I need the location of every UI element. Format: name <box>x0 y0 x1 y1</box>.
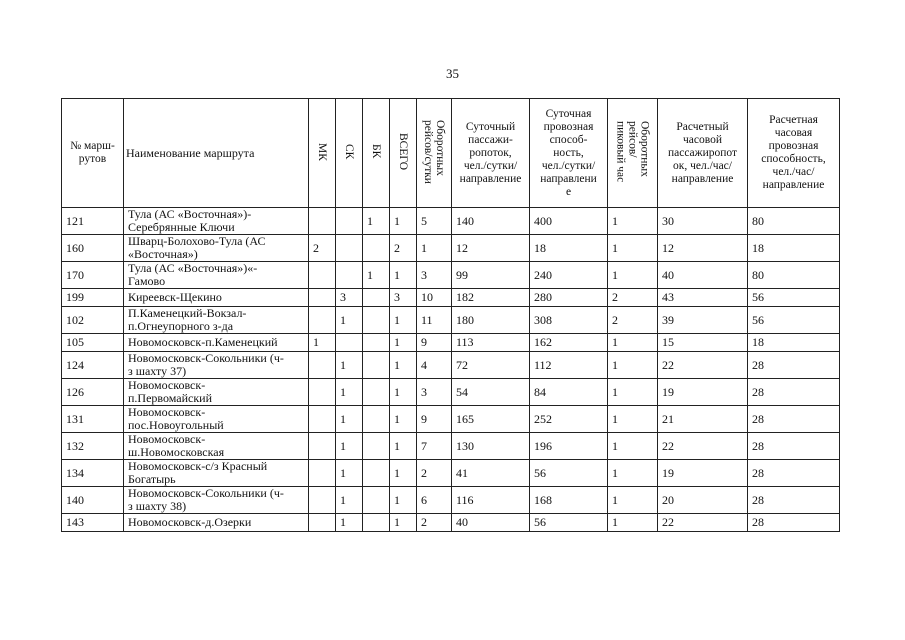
capacity-hour-cell: 28 <box>748 352 840 379</box>
flow-hour-cell: 39 <box>658 307 748 334</box>
mk-cell <box>309 352 336 379</box>
trips-day-cell: 2 <box>417 460 452 487</box>
sk-cell <box>336 235 363 262</box>
trips-peak-cell: 1 <box>608 379 658 406</box>
route-no-cell: 132 <box>62 433 124 460</box>
total-cell: 1 <box>390 262 417 289</box>
bk-cell <box>363 235 390 262</box>
flow-day-cell: 72 <box>452 352 530 379</box>
flow-day-cell: 165 <box>452 406 530 433</box>
table-row <box>62 487 840 514</box>
bk-cell <box>363 289 390 307</box>
header-sk-label: СК <box>343 143 355 160</box>
sk-cell <box>336 208 363 235</box>
bk-cell <box>363 352 390 379</box>
trips-peak-cell: 1 <box>608 433 658 460</box>
header-route-no: № марш- рутов <box>62 99 124 208</box>
route-name-cell: Новомосковск- п.Первомайский <box>124 379 309 406</box>
trips-day-cell: 2 <box>417 514 452 532</box>
capacity-day-cell: 162 <box>530 334 608 352</box>
bk-cell <box>363 460 390 487</box>
capacity-hour-cell: 28 <box>748 379 840 406</box>
bk-cell <box>363 379 390 406</box>
mk-cell <box>309 289 336 307</box>
table-row <box>62 352 840 379</box>
capacity-day-cell: 18 <box>530 235 608 262</box>
total-cell: 1 <box>390 334 417 352</box>
sk-cell: 1 <box>336 433 363 460</box>
header-bk-label: БК <box>370 144 382 159</box>
trips-day-cell: 5 <box>417 208 452 235</box>
table-row <box>62 406 840 433</box>
trips-day-cell: 11 <box>417 307 452 334</box>
capacity-day-cell: 56 <box>530 514 608 532</box>
route-no-cell: 121 <box>62 208 124 235</box>
capacity-hour-cell: 28 <box>748 487 840 514</box>
capacity-day-cell: 84 <box>530 379 608 406</box>
bk-cell <box>363 487 390 514</box>
flow-day-cell: 113 <box>452 334 530 352</box>
table-row <box>62 334 840 352</box>
route-no-cell: 131 <box>62 406 124 433</box>
route-no-cell: 124 <box>62 352 124 379</box>
mk-cell <box>309 208 336 235</box>
table-header-row <box>62 99 840 208</box>
trips-peak-cell: 1 <box>608 487 658 514</box>
trips-peak-cell: 1 <box>608 514 658 532</box>
trips-peak-cell: 2 <box>608 289 658 307</box>
trips-day-cell: 4 <box>417 352 452 379</box>
mk-cell <box>309 262 336 289</box>
flow-day-cell: 40 <box>452 514 530 532</box>
mk-cell <box>309 514 336 532</box>
header-trips-day-label: Оборотных рейсов/сутки <box>422 119 446 184</box>
sk-cell <box>336 262 363 289</box>
routes-table <box>61 98 840 532</box>
flow-hour-cell: 19 <box>658 379 748 406</box>
table-row <box>62 514 840 532</box>
capacity-hour-cell: 56 <box>748 307 840 334</box>
flow-hour-cell: 22 <box>658 514 748 532</box>
route-no-cell: 170 <box>62 262 124 289</box>
flow-day-cell: 54 <box>452 379 530 406</box>
trips-peak-cell: 1 <box>608 208 658 235</box>
capacity-day-cell: 280 <box>530 289 608 307</box>
flow-day-cell: 41 <box>452 460 530 487</box>
trips-peak-cell: 1 <box>608 460 658 487</box>
header-mk <box>309 99 336 208</box>
flow-day-cell: 12 <box>452 235 530 262</box>
page-number: 35 <box>446 66 459 81</box>
table-row <box>62 433 840 460</box>
flow-day-cell: 99 <box>452 262 530 289</box>
mk-cell <box>309 460 336 487</box>
flow-hour-cell: 12 <box>658 235 748 262</box>
table-row <box>62 460 840 487</box>
route-no-cell: 134 <box>62 460 124 487</box>
capacity-day-cell: 112 <box>530 352 608 379</box>
route-no-cell: 126 <box>62 379 124 406</box>
capacity-day-cell: 308 <box>530 307 608 334</box>
route-name-cell: Новомосковск-Сокольники (ч- з шахту 38) <box>124 487 309 514</box>
total-cell: 1 <box>390 433 417 460</box>
capacity-hour-cell: 28 <box>748 406 840 433</box>
trips-peak-cell: 1 <box>608 262 658 289</box>
trips-peak-cell: 1 <box>608 235 658 262</box>
header-total-label: ВСЕГО <box>397 132 409 171</box>
mk-cell <box>309 307 336 334</box>
sk-cell: 1 <box>336 406 363 433</box>
capacity-hour-cell: 56 <box>748 289 840 307</box>
sk-cell: 1 <box>336 352 363 379</box>
capacity-hour-cell: 28 <box>748 460 840 487</box>
table-body <box>62 208 840 532</box>
bk-cell <box>363 307 390 334</box>
flow-hour-cell: 15 <box>658 334 748 352</box>
mk-cell <box>309 487 336 514</box>
trips-peak-cell: 1 <box>608 334 658 352</box>
table-row <box>62 289 840 307</box>
total-cell: 1 <box>390 352 417 379</box>
capacity-hour-cell: 80 <box>748 208 840 235</box>
route-name-cell: Киреевск-Щекино <box>124 289 309 307</box>
trips-day-cell: 7 <box>417 433 452 460</box>
header-trips-day <box>417 99 452 208</box>
route-no-cell: 199 <box>62 289 124 307</box>
capacity-hour-cell: 28 <box>748 514 840 532</box>
sk-cell: 1 <box>336 514 363 532</box>
route-name-cell: Новомосковск-п.Каменецкий <box>124 334 309 352</box>
total-cell: 2 <box>390 235 417 262</box>
route-no-cell: 105 <box>62 334 124 352</box>
bk-cell <box>363 514 390 532</box>
flow-day-cell: 140 <box>452 208 530 235</box>
sk-cell: 1 <box>336 487 363 514</box>
header-route-name: Наименование маршрута <box>124 99 309 208</box>
total-cell: 1 <box>390 460 417 487</box>
trips-day-cell: 9 <box>417 334 452 352</box>
capacity-hour-cell: 18 <box>748 235 840 262</box>
header-bk <box>363 99 390 208</box>
capacity-hour-cell: 80 <box>748 262 840 289</box>
mk-cell <box>309 433 336 460</box>
sk-cell: 1 <box>336 379 363 406</box>
trips-peak-cell: 1 <box>608 352 658 379</box>
flow-hour-cell: 22 <box>658 352 748 379</box>
mk-cell: 1 <box>309 334 336 352</box>
flow-day-cell: 116 <box>452 487 530 514</box>
capacity-day-cell: 252 <box>530 406 608 433</box>
header-capacity-day: Суточная провозная способ- ность, чел./сутки/ направлени е <box>530 99 608 208</box>
trips-day-cell: 3 <box>417 379 452 406</box>
capacity-day-cell: 168 <box>530 487 608 514</box>
route-no-cell: 143 <box>62 514 124 532</box>
table-row <box>62 208 840 235</box>
flow-day-cell: 182 <box>452 289 530 307</box>
bk-cell <box>363 433 390 460</box>
total-cell: 3 <box>390 289 417 307</box>
table-row <box>62 307 840 334</box>
route-name-cell: Новомосковск-д.Озерки <box>124 514 309 532</box>
total-cell: 1 <box>390 487 417 514</box>
flow-hour-cell: 20 <box>658 487 748 514</box>
flow-hour-cell: 19 <box>658 460 748 487</box>
route-name-cell: Новомосковск- пос.Новоугольный <box>124 406 309 433</box>
header-capacity-hour: Расчетная часовая провозная способность, чел./час/ направление <box>748 99 840 208</box>
header-trips-peak <box>608 99 658 208</box>
bk-cell: 1 <box>363 262 390 289</box>
mk-cell <box>309 406 336 433</box>
capacity-day-cell: 240 <box>530 262 608 289</box>
trips-day-cell: 6 <box>417 487 452 514</box>
capacity-day-cell: 400 <box>530 208 608 235</box>
sk-cell: 1 <box>336 460 363 487</box>
route-no-cell: 160 <box>62 235 124 262</box>
route-no-cell: 140 <box>62 487 124 514</box>
sk-cell: 3 <box>336 289 363 307</box>
total-cell: 1 <box>390 379 417 406</box>
capacity-day-cell: 196 <box>530 433 608 460</box>
total-cell: 1 <box>390 307 417 334</box>
flow-hour-cell: 22 <box>658 433 748 460</box>
total-cell: 1 <box>390 514 417 532</box>
flow-hour-cell: 40 <box>658 262 748 289</box>
header-total <box>390 99 417 208</box>
trips-day-cell: 10 <box>417 289 452 307</box>
trips-day-cell: 3 <box>417 262 452 289</box>
route-name-cell: Новомосковск-Сокольники (ч- з шахту 37) <box>124 352 309 379</box>
route-name-cell: П.Каменецкий-Вокзал- п.Огнеупорного з-да <box>124 307 309 334</box>
flow-hour-cell: 30 <box>658 208 748 235</box>
bk-cell: 1 <box>363 208 390 235</box>
flow-hour-cell: 43 <box>658 289 748 307</box>
trips-day-cell: 9 <box>417 406 452 433</box>
bk-cell <box>363 406 390 433</box>
capacity-hour-cell: 18 <box>748 334 840 352</box>
header-flow-hour: Расчетный часовой пассажиропот ок, чел./час/ направление <box>658 99 748 208</box>
route-name-cell: Тула (АС «Восточная»)«- Гамово <box>124 262 309 289</box>
capacity-day-cell: 56 <box>530 460 608 487</box>
trips-peak-cell: 1 <box>608 406 658 433</box>
route-name-cell: Тула (АС «Восточная»)- Серебрянные Ключи <box>124 208 309 235</box>
trips-day-cell: 1 <box>417 235 452 262</box>
table-row <box>62 235 840 262</box>
trips-peak-cell: 2 <box>608 307 658 334</box>
header-flow-day: Суточный пассажи- ропоток, чел./сутки/ направление <box>452 99 530 208</box>
sk-cell <box>336 334 363 352</box>
flow-day-cell: 180 <box>452 307 530 334</box>
header-sk <box>336 99 363 208</box>
capacity-hour-cell: 28 <box>748 433 840 460</box>
mk-cell: 2 <box>309 235 336 262</box>
sk-cell: 1 <box>336 307 363 334</box>
table-row <box>62 379 840 406</box>
route-name-cell: Новомосковск-с/з Красный Богатырь <box>124 460 309 487</box>
route-no-cell: 102 <box>62 307 124 334</box>
flow-day-cell: 130 <box>452 433 530 460</box>
total-cell: 1 <box>390 406 417 433</box>
table-row <box>62 262 840 289</box>
total-cell: 1 <box>390 208 417 235</box>
route-name-cell: Шварц-Болохово-Тула (АС «Восточная») <box>124 235 309 262</box>
flow-hour-cell: 21 <box>658 406 748 433</box>
bk-cell <box>363 334 390 352</box>
route-name-cell: Новомосковск- ш.Новомосковская <box>124 433 309 460</box>
header-trips-peak-label: Оборотных рейсов/ пиковый час <box>614 120 651 183</box>
mk-cell <box>309 379 336 406</box>
header-mk-label: МК <box>316 142 328 161</box>
